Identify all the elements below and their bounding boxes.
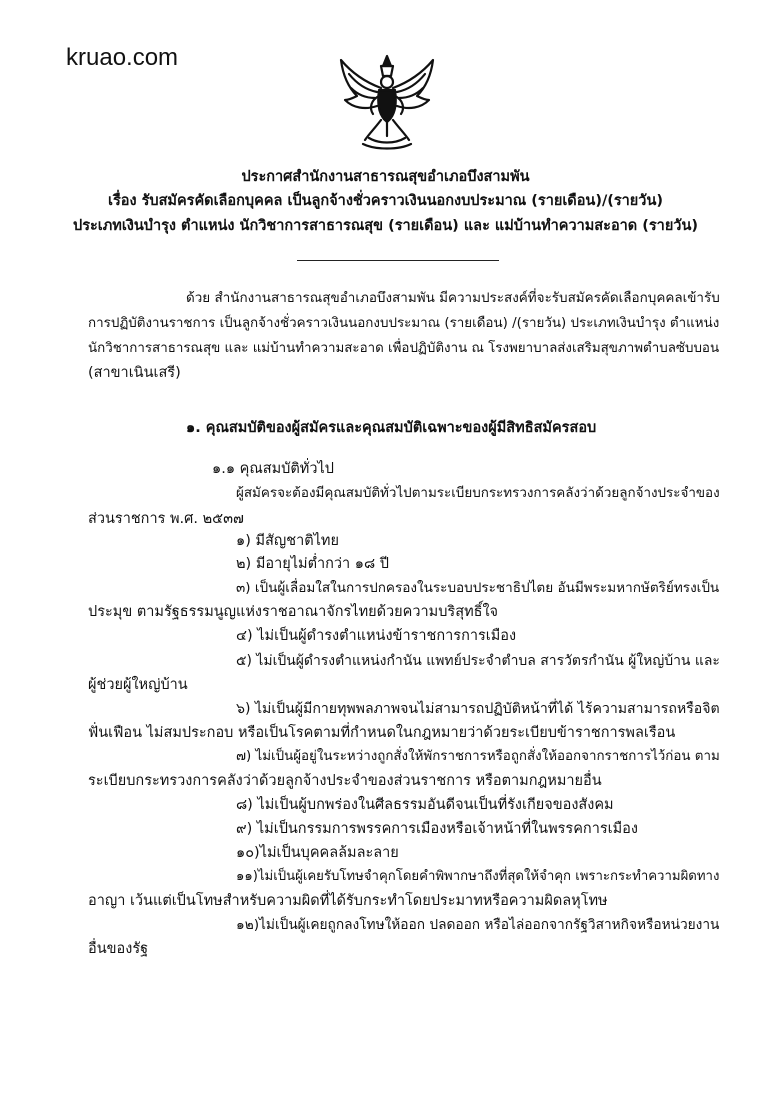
list-item: ๑๑)ไม่เป็นผู้เคยรับโทษจำคุกโดยคำพิพากษาถึงที่สุดให้จำคุก เพราะกระทำความผิดทาง [236, 869, 720, 884]
list-item-continuation: ระเบียบกระทรวงการคลังว่าด้วยลูกจ้างประจำของส่วนราชการ หรือตามกฎหมายอื่น [88, 773, 602, 789]
intro-line: ด้วย สำนักงานสาธารณสุขอำเภอบึงสามพัน มีความประสงค์ที่จะรับสมัครคัดเลือกบุคคลเข้ารับ [186, 290, 720, 306]
watermark-text: kruao.com [66, 44, 179, 71]
list-item: ๘) ไม่เป็นผู้บกพร่องในศีลธรรมอันดีจนเป็นที่รังเกียจของสังคม [236, 797, 614, 813]
section-heading: ๑. คุณสมบัติของผู้สมัครและคุณสมบัติเฉพาะของผู้มีสิทธิสมัครสอบ [186, 420, 597, 436]
list-item: ๗) ไม่เป็นผู้อยู่ในระหว่างถูกสั่งให้พักราชการหรือถูกสั่งให้ออกจากราชการไว้ก่อน ตาม [236, 749, 720, 764]
list-item: ๒) มีอายุไม่ต่ำกว่า ๑๘ ปี [236, 556, 390, 572]
list-item-continuation: อื่นของรัฐ [88, 941, 149, 957]
intro-line: (สาขาเนินเสรี) [88, 365, 181, 381]
intro-line: การปฏิบัติงานราชการ เป็นลูกจ้างชั่วคราวเงินนอกงบประมาณ (รายเดือน) /(รายวัน) ประเภทเงินบำรุง ตำแหน่ง [88, 316, 720, 331]
general-text: ผู้สมัครจะต้องมีคุณสมบัติทั่วไปตามระเบียบกระทรวงการคลังว่าด้วยลูกจ้างประจำของ [236, 486, 720, 501]
subsection-heading: ๑.๑ คุณสมบัติทั่วไป [212, 461, 335, 477]
subject-line-2: ประเภทเงินบำรุง ตำแหน่ง นักวิชาการสาธารณสุข (รายเดือน) และ แม่บ้านทำความสะอาด (รายวัน) [72, 218, 698, 234]
list-item-continuation: ผู้ช่วยผู้ใหญ่บ้าน [88, 677, 188, 693]
list-item-continuation: ฟั่นเฟือน ไม่สมประกอบ หรือเป็นโรคตามที่กำหนดในกฎหมายว่าด้วยระเบียบข้าราชการพลเรือน [88, 725, 676, 741]
garuda-emblem-icon [335, 52, 439, 156]
list-item: ๓) เป็นผู้เลื่อมใสในการปกครองในระบอบประชาธิปไตย อันมีพระมหากษัตริย์ทรงเป็น [236, 580, 720, 596]
announcement-title: ประกาศสำนักงานสาธารณสุขอำเภอบึงสามพัน [241, 169, 530, 185]
list-item: ๑) มีสัญชาติไทย [236, 533, 339, 549]
list-item: ๖) ไม่เป็นผู้มีกายทุพพลภาพจนไม่สามารถปฏิบัติหน้าที่ได้ ไร้ความสามารถหรือจิต [236, 701, 720, 717]
list-item: ๑๐)ไม่เป็นบุคคลล้มละลาย [236, 845, 399, 861]
general-text: ส่วนราชการ พ.ศ. ๒๕๓๗ [88, 511, 244, 527]
intro-line: นักวิชาการสาธารณสุข และ แม่บ้านทำความสะอาด เพื่อปฏิบัติงาน ณ โรงพยาบาลส่งเสริมสุขภาพตำบลซับบอน [88, 341, 720, 356]
list-item: ๑๒)ไม่เป็นผู้เคยถูกลงโทษให้ออก ปลดออก หรือไล่ออกจากรัฐวิสาหกิจหรือหน่วยงาน [236, 917, 720, 933]
list-item: ๙) ไม่เป็นกรรมการพรรคการเมืองหรือเจ้าหน้าที่ในพรรคการเมือง [236, 821, 638, 837]
list-item: ๔) ไม่เป็นผู้ดำรงตำแหน่งข้าราชการการเมือง [236, 628, 517, 644]
subject-line: เรื่อง รับสมัครคัดเลือกบุคคล เป็นลูกจ้างชั่วคราวเงินนอกงบประมาณ (รายเดือน)/(รายวัน) [108, 193, 663, 209]
list-item: ๕) ไม่เป็นผู้ดำรงตำแหน่งกำนัน แพทย์ประจำตำบล สารวัตรกำนัน ผู้ใหญ่บ้าน และ [236, 653, 720, 669]
header-divider [297, 260, 499, 261]
list-item-continuation: อาญา เว้นแต่เป็นโทษสำหรับความผิดที่ได้รับกระทำโดยประมาทหรือความผิดลหุโทษ [88, 893, 608, 909]
list-item-continuation: ประมุข ตามรัฐธรรมนูญแห่งราชอาณาจักรไทยด้วยความบริสุทธิ์ใจ [88, 604, 499, 620]
